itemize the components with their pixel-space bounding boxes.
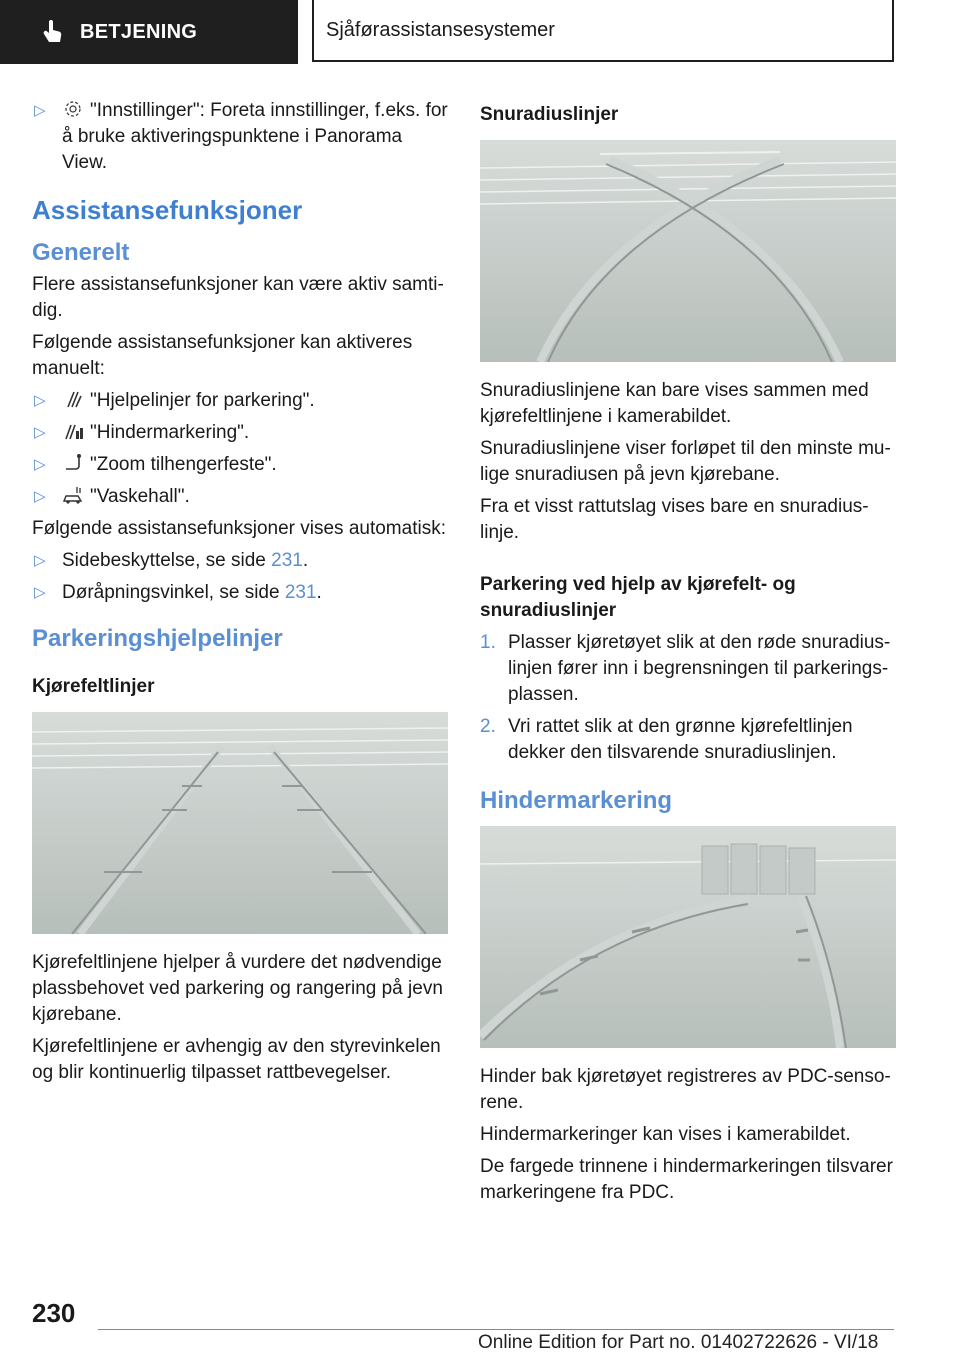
left-column — [32, 98, 448, 1092]
paragraph: Snuradiuslinjene kan bare vises sammen med kjørefeltlinjene i kamerabildet. — [480, 380, 869, 427]
paragraph: Følgende assistansefunksjoner kan aktiveres manuelt: — [32, 332, 413, 379]
bullet-triangle-icon: ▷ — [34, 392, 46, 409]
step-text: Plasser kjøretøyet slik at den røde snuradius-linjen fører inn i begrensningen til parkerings-plassen. — [508, 632, 891, 705]
bullet-triangle-icon: ▷ — [34, 584, 46, 601]
heading-generelt: Generelt — [32, 239, 130, 266]
step-item — [480, 714, 896, 766]
paragraph: Hindermarkeringer kan vises i kamerabildet. — [480, 1124, 851, 1145]
list-item-text: "Hindermarkering". — [90, 422, 250, 443]
list-item-text: "Zoom tilhengerfeste". — [90, 454, 277, 475]
settings-text: "Innstillinger": Foreta innstillinger, f.eks. for å bruke aktiveringspunktene i Panorama View. — [62, 100, 448, 173]
footer-divider — [98, 1329, 894, 1330]
heading-kjorefeltlinjer: Kjørefeltlinjer — [32, 676, 155, 697]
turning-radius-illustration — [480, 140, 896, 362]
heading-snuradiuslinjer: Snuradiuslinjer — [480, 104, 619, 125]
section-tab — [0, 0, 298, 64]
step-number: 2. — [480, 716, 496, 737]
heading-assistansefunksjoner: Assistansefunksjoner — [32, 195, 303, 225]
hand-pointer-icon — [40, 19, 66, 45]
step-item — [480, 630, 896, 708]
bullet-triangle-icon: ▷ — [34, 102, 46, 119]
page-link[interactable]: 231 — [271, 550, 303, 571]
paragraph: Følgende assistansefunksjoner vises automatisk: — [32, 518, 446, 539]
heading-hindermarkering: Hindermarkering — [480, 787, 673, 814]
bullet-triangle-icon: ▷ — [34, 552, 46, 569]
obstacle-marking-icon — [62, 421, 84, 441]
section-label: BETJENING — [80, 20, 198, 43]
paragraph: Snuradiuslinjene viser forløpet til den minste mu-lige snuradiusen på jevn kjørebane. — [480, 438, 891, 485]
bullet-triangle-icon: ▷ — [34, 456, 46, 473]
list-item-text: Døråpningsvinkel, se side — [62, 582, 285, 603]
heading-parkeringshjelpelinjer: Parkeringshjelpelinjer — [32, 625, 283, 652]
obstacle-marking-illustration — [480, 826, 896, 1048]
paragraph: Kjørefeltlinjene er avhengig av den styrevinkelen og blir kontinuerlig tilpasset rattbevegelser. — [32, 1036, 441, 1083]
list-item — [32, 452, 448, 478]
list-item — [32, 420, 448, 446]
bullet-triangle-icon: ▷ — [34, 488, 46, 505]
gear-icon — [62, 99, 84, 119]
parking-lines-icon — [62, 389, 84, 409]
list-item-text: "Hjelpelinjer for parkering". — [90, 390, 315, 411]
paragraph: Fra et visst rattutslag vises bare en snuradius-linje. — [480, 496, 869, 543]
step-text: Vri rattet slik at den grønne kjørefeltlinjen dekker den tilsvarende snuradiuslinjen. — [508, 716, 853, 763]
chapter-title: Sjåførassistansesystemer — [312, 0, 894, 62]
car-wash-icon — [62, 485, 84, 505]
trailer-hitch-icon — [62, 453, 84, 473]
list-item: ▷ Sidebeskyttelse, se side 231. — [32, 548, 448, 574]
paragraph: Flere assistansefunksjoner kan være aktiv samti-dig. — [32, 274, 444, 321]
list-item-text: Sidebeskyttelse, se side — [62, 550, 272, 571]
list-item — [32, 484, 448, 510]
paragraph: Hinder bak kjøretøyet registreres av PDC-senso-rene. — [480, 1066, 891, 1113]
lane-lines-illustration — [32, 712, 448, 934]
heading-parking-lines: Parkering ved hjelp av kjørefelt- og snuradiuslinjer — [480, 574, 796, 621]
page-number: 230 — [32, 1298, 76, 1328]
footer-edition: Online Edition for Part no. 01402722626 - VI/18 — [478, 1332, 879, 1353]
step-number: 1. — [480, 632, 496, 653]
list-item — [32, 388, 448, 414]
paragraph: Kjørefeltlinjene hjelper å vurdere det nødvendige plassbehovet ved parkering og rangering på jevn kjørebane. — [32, 952, 443, 1025]
paragraph: De fargede trinnene i hindermarkeringen tilsvarer markeringene fra PDC. — [480, 1156, 893, 1203]
right-column — [480, 98, 896, 1212]
settings-bullet — [32, 98, 448, 176]
bullet-triangle-icon: ▷ — [34, 424, 46, 441]
page-link[interactable]: 231 — [284, 582, 317, 603]
list-item: ▷ Døråpningsvinkel, se side 231. — [32, 580, 448, 606]
list-item-text: "Vaskehall". — [90, 486, 190, 507]
